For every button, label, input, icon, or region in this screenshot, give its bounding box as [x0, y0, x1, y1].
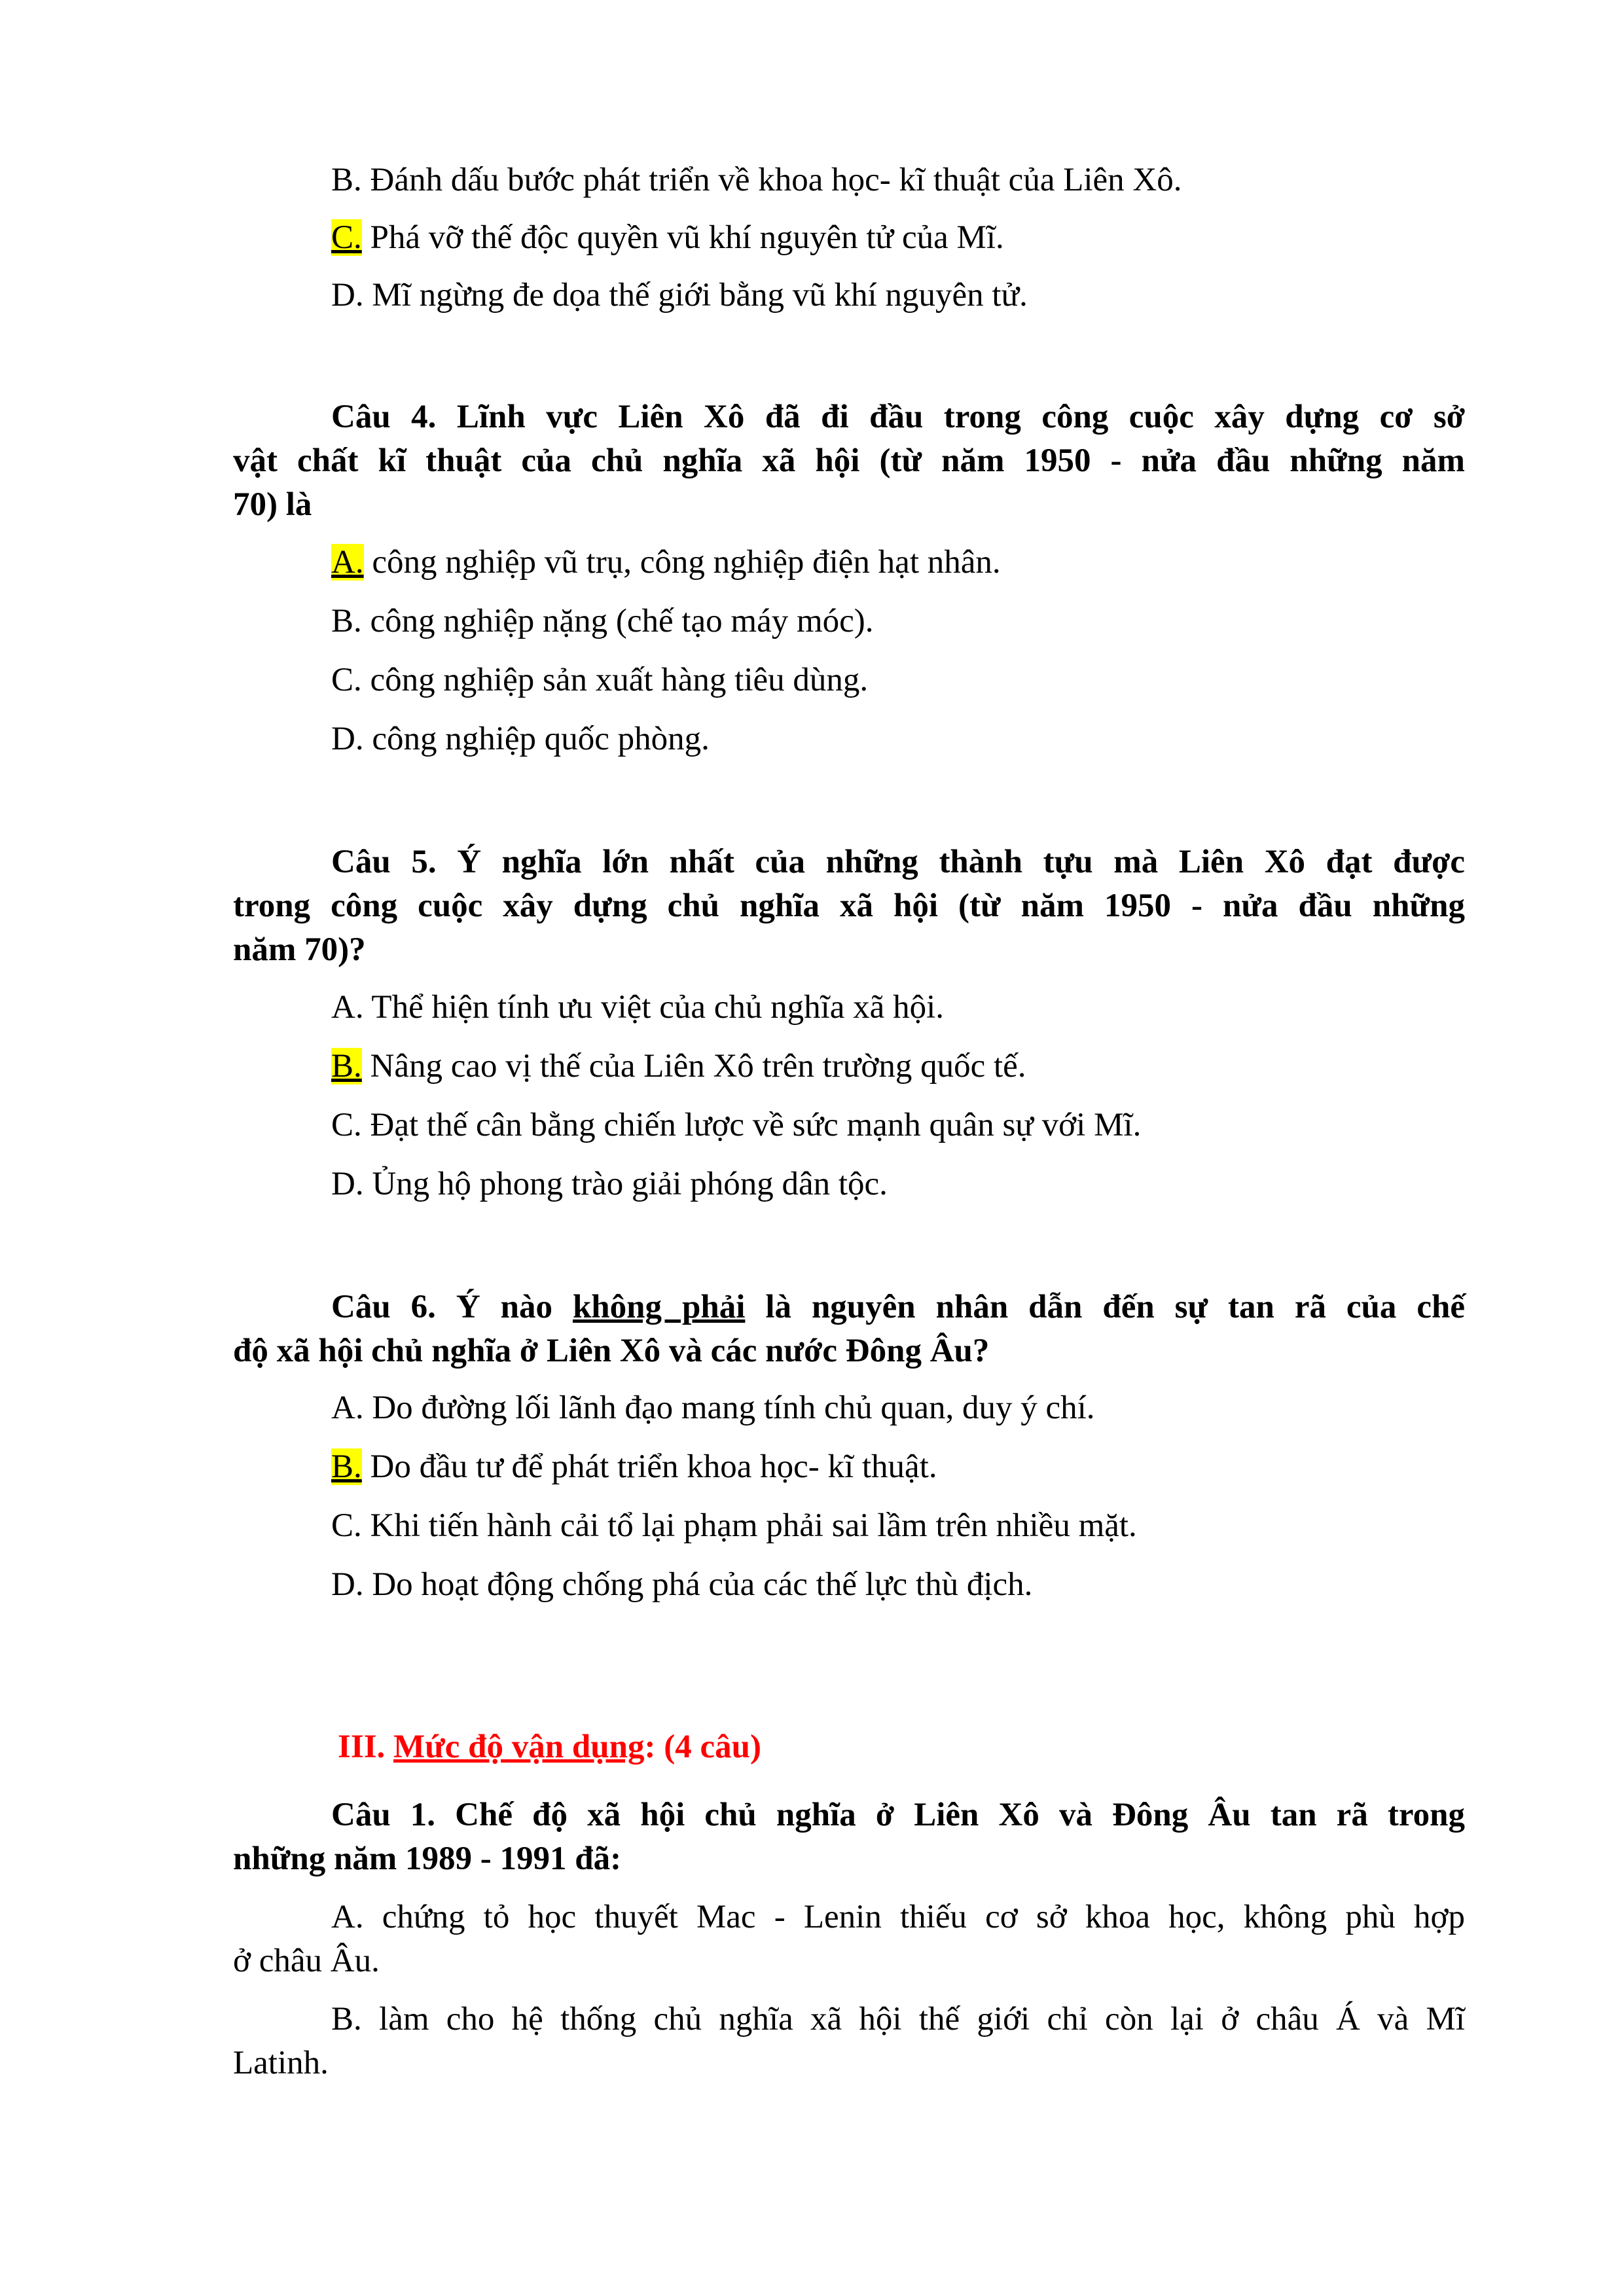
section-heading: III. Mức độ vận dụng: (4 câu): [338, 1729, 761, 1765]
q6-option-d: D. Do hoạt động chống phá của các thế lực thù địch.: [331, 1566, 1033, 1603]
question-line: những năm 1989 - 1991 đã:: [233, 1840, 622, 1877]
s3q1-option-a: A. chứng tỏ học thuyết Mac - Lenin thiếu cơ sở khoa học, không phù hợp ở châu Âu.: [233, 1899, 1465, 1979]
question-6: [233, 1285, 1465, 1373]
question-line: Câu 6. Ý nào không phải là nguyên nhân dẫn đến sự tan rã của chế: [331, 1289, 1465, 1325]
section3-question-1: [233, 1793, 1465, 1881]
q6-option-b: B. Do đầu tư để phát triển khoa học- kĩ thuật.: [331, 1448, 937, 1485]
answer-highlight: C.: [331, 219, 362, 256]
question-line: Câu 1. Chế độ xã hội chủ nghĩa ở Liên Xô và Đông Âu tan rã trong: [331, 1797, 1465, 1833]
question-line: trong công cuộc xây dựng chủ nghĩa xã hội (từ năm 1950 - nửa đầu những: [233, 888, 1465, 924]
answer-highlight: B.: [331, 1448, 362, 1485]
q3-option-c: C. Phá vỡ thế độc quyền vũ khí nguyên tử của Mĩ.: [331, 219, 1004, 256]
q5-option-c: C. Đạt thế cân bằng chiến lược về sức mạnh quân sự với Mĩ.: [331, 1107, 1142, 1143]
question-line: vật chất kĩ thuật của chủ nghĩa xã hội (từ năm 1950 - nửa đầu những năm: [233, 442, 1465, 479]
question-5: [233, 840, 1465, 972]
question-line: Câu 5. Ý nghĩa lớn nhất của những thành tựu mà Liên Xô đạt được: [331, 844, 1465, 880]
q4-option-b: B. công nghiệp nặng (chế tạo máy móc).: [331, 603, 874, 639]
q4-option-d: D. công nghiệp quốc phòng.: [331, 721, 710, 757]
q5-option-d: D. Ủng hộ phong trào giải phóng dân tộc.: [331, 1166, 888, 1202]
q3-option-b: B. Đánh dấu bước phát triển về khoa học- kĩ thuật của Liên Xô.: [331, 162, 1182, 198]
q5-option-a: A. Thể hiện tính ưu việt của chủ nghĩa xã hội.: [331, 989, 944, 1026]
q5-option-b: B. Nâng cao vị thế của Liên Xô trên trường quốc tế.: [331, 1048, 1026, 1085]
q3-option-d: D. Mĩ ngừng đe dọa thế giới bằng vũ khí nguyên tử.: [331, 277, 1028, 314]
answer-highlight: B.: [331, 1048, 362, 1085]
q6-option-a: A. Do đường lối lãnh đạo mang tính chủ quan, duy ý chí.: [331, 1390, 1095, 1426]
question-line: năm 70)?: [233, 931, 366, 968]
emphasis-underline: không phải: [572, 1289, 746, 1325]
q4-option-a: A. công nghiệp vũ trụ, công nghiệp điện hạt nhân.: [331, 544, 1001, 581]
s3q1-option-b: B. làm cho hệ thống chủ nghĩa xã hội thế giới chỉ còn lại ở châu Á và Mĩ Latinh.: [233, 2001, 1465, 2081]
q6-option-c: C. Khi tiến hành cải tổ lại phạm phải sai lầm trên nhiều mặt.: [331, 1507, 1137, 1544]
question-4: [233, 395, 1465, 527]
answer-highlight: A.: [331, 544, 364, 581]
q4-option-c: C. công nghiệp sản xuất hàng tiêu dùng.: [331, 662, 869, 698]
question-line: 70) là: [233, 486, 312, 523]
question-line: Câu 4. Lĩnh vực Liên Xô đã đi đầu trong công cuộc xây dựng cơ sở: [331, 399, 1465, 435]
question-line: độ xã hội chủ nghĩa ở Liên Xô và các nước Đông Âu?: [233, 1333, 990, 1369]
